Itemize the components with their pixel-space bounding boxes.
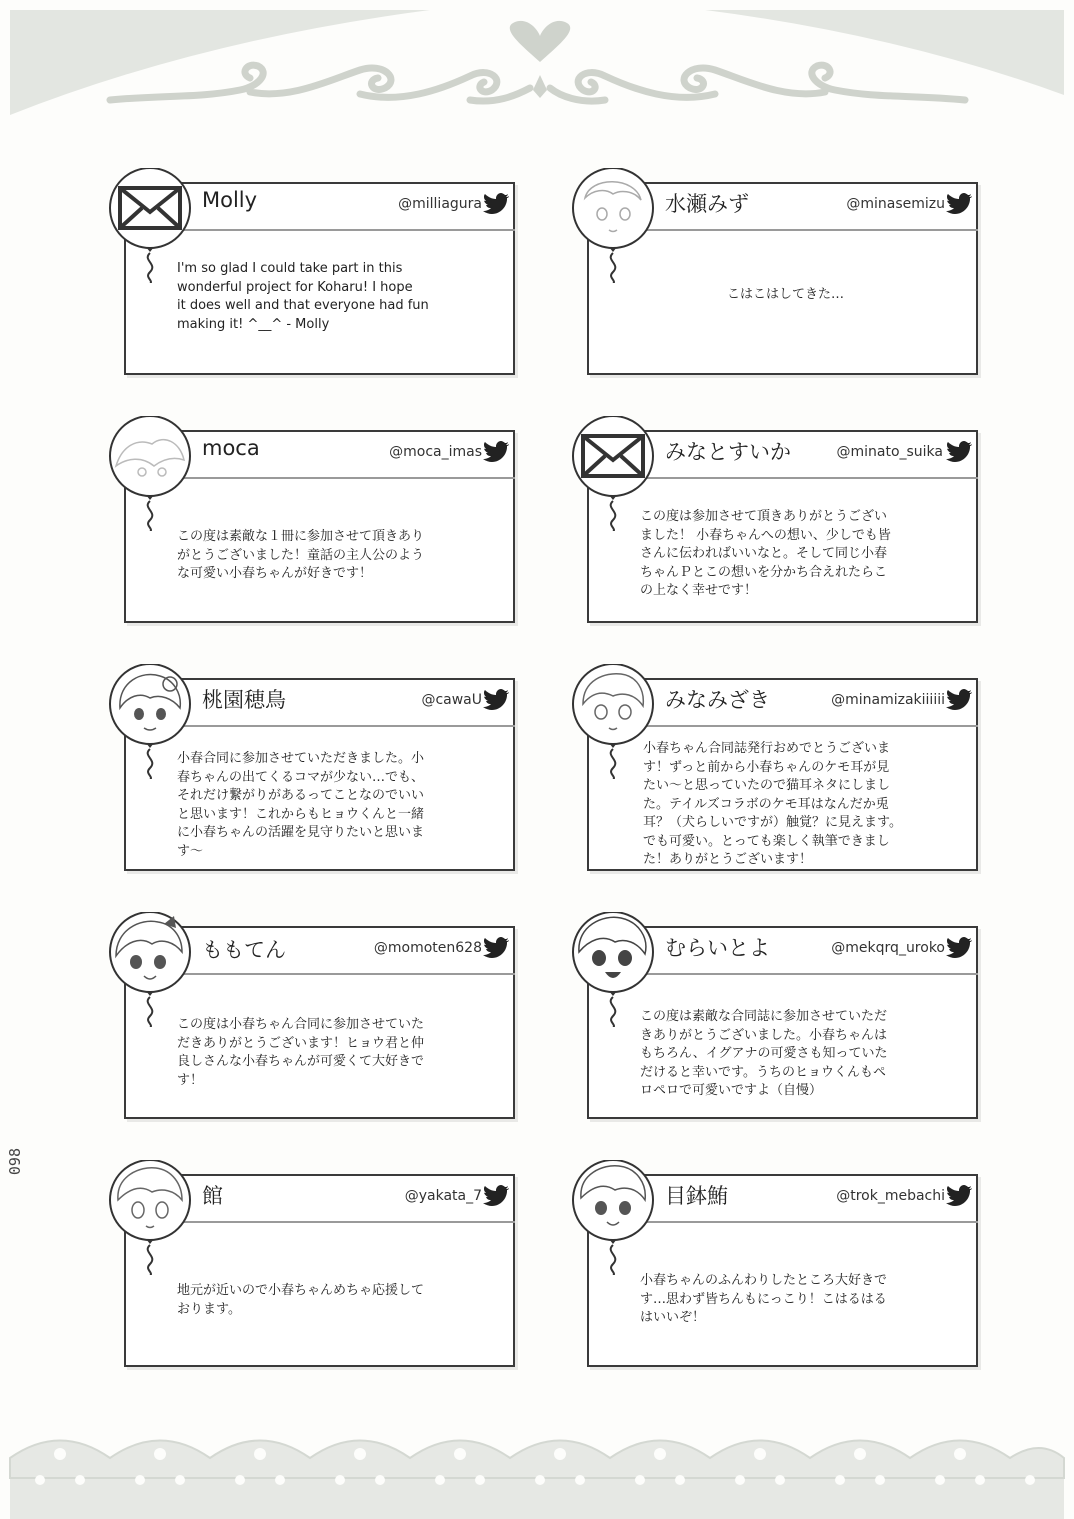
avatar-illustration	[102, 912, 202, 1027]
author-name: みなみざき	[665, 688, 770, 712]
avatar-illustration	[565, 168, 665, 283]
message-card-momozono	[102, 664, 522, 874]
message-text: この度は参加させて頂きありがとうござい ました！ 小春ちゃんへの想い、少しでも皆 さんに伝わればいいなと。そして同じ小春 ちゃんＰとこの想いを分かち合えれたらこ の上なく幸せです！	[640, 509, 891, 598]
message-text: 小春ちゃんのふんわりしたところ大好きで す…思わず皆ちんもにっこり！こはるはる はいいぞ！	[640, 1273, 888, 1325]
twitter-handle: @trok_mebachi	[836, 1188, 945, 1204]
message-card-molly	[102, 168, 522, 378]
message-text: この度は素敵な１冊に参加させて頂きあり がとうございました！童話の主人公のよう な可愛い小春ちゃんが好きです！	[177, 529, 425, 581]
author-name: みなとすいか	[665, 440, 791, 464]
author-name: ももてん	[202, 938, 286, 962]
twitter-handle: @milliagura	[398, 196, 482, 212]
author-name: 水瀬みず	[665, 192, 749, 216]
message-card-muraitoyo	[565, 912, 985, 1122]
author-name: 館	[202, 1184, 223, 1208]
message-card-momoten	[102, 912, 522, 1122]
twitter-bird-icon	[946, 937, 973, 959]
message-text: 小春合同に参加させていただきました。小 春ちゃんの出てくるコマが少ない…でも、 それだけ繋がりがあるってことなのでいい と思います！これからもヒョウくんと一緒 に小春ちゃんの活躍を見守りたいと思いま す～	[177, 751, 425, 859]
page-number: 098	[6, 1148, 24, 1176]
message-card-minamizaki	[565, 664, 985, 874]
message-card-mebachi	[565, 1160, 985, 1370]
twitter-handle: @cawaU	[421, 692, 482, 708]
twitter-bird-icon	[946, 689, 973, 711]
twitter-bird-icon	[483, 1185, 510, 1207]
twitter-bird-icon	[946, 1185, 973, 1207]
twitter-bird-icon	[946, 441, 973, 463]
message-text: 小春ちゃん合同誌発行おめでとうございま す！ずっと前から小春ちゃんのケモ耳が見 たい～と思っていたので猫耳ネタにしまし た。テイルズコラボのケモ耳はなんだか兎 耳？（犬らしいですが）触覚？に見えます。 でも可愛い。とっても楽しく執筆できまし た！ありがとうございます！	[643, 741, 902, 867]
avatar-illustration	[102, 416, 202, 531]
twitter-bird-icon	[483, 689, 510, 711]
twitter-bird-icon	[483, 193, 510, 215]
twitter-handle: @minasemizu	[846, 196, 945, 212]
twitter-bird-icon	[946, 193, 973, 215]
footer-lace-ornament	[0, 1418, 1074, 1519]
author-name: moca	[202, 436, 260, 460]
avatar-illustration	[565, 1160, 665, 1275]
author-name: Molly	[202, 188, 258, 212]
message-text: こはこはしてきた…	[726, 287, 844, 302]
twitter-bird-icon	[483, 441, 510, 463]
twitter-bird-icon	[483, 937, 510, 959]
twitter-handle: @moca_imas	[389, 444, 482, 460]
author-name: 桃園穂鳥	[202, 688, 286, 712]
message-text: この度は素敵な合同誌に参加させていただ きありがとうございました。小春ちゃんは もちろん、イグアナの可愛さも知っていた だけると幸いです。うちのヒョウくんもペ ロペロで可愛いですよ（自慢）	[640, 1009, 888, 1098]
message-text: この度は小春ちゃん合同に参加させていた だきありがとうございます！ヒョウ君と仲 良しさんな小春ちゃんが可愛くて大好きで す！	[177, 1017, 425, 1088]
author-name: むらいとよ	[665, 936, 770, 960]
message-card-yakata	[102, 1160, 522, 1370]
message-text: I'm so glad I could take part in this wonderful project for Koharu! I hope it does well and that everyone had fun making it! ^__^ - Molly	[177, 261, 429, 332]
twitter-handle: @yakata_7	[404, 1188, 482, 1204]
twitter-handle: @minamizakiiiiii	[831, 692, 945, 708]
twitter-handle: @momoten628	[373, 940, 482, 956]
message-text: 地元が近いので小春ちゃんめちゃ応援して おります。	[177, 1283, 425, 1317]
twitter-handle: @mekqrq_uroko	[831, 940, 945, 956]
author-name: 目鉢鮪	[665, 1184, 728, 1208]
message-card-minato-suika	[565, 416, 985, 626]
header-ornament	[0, 0, 1074, 140]
twitter-handle: @minato_suika	[836, 444, 943, 460]
message-card-moca	[102, 416, 522, 626]
avatar-illustration	[102, 1160, 202, 1275]
message-card-minasemizu	[565, 168, 985, 378]
